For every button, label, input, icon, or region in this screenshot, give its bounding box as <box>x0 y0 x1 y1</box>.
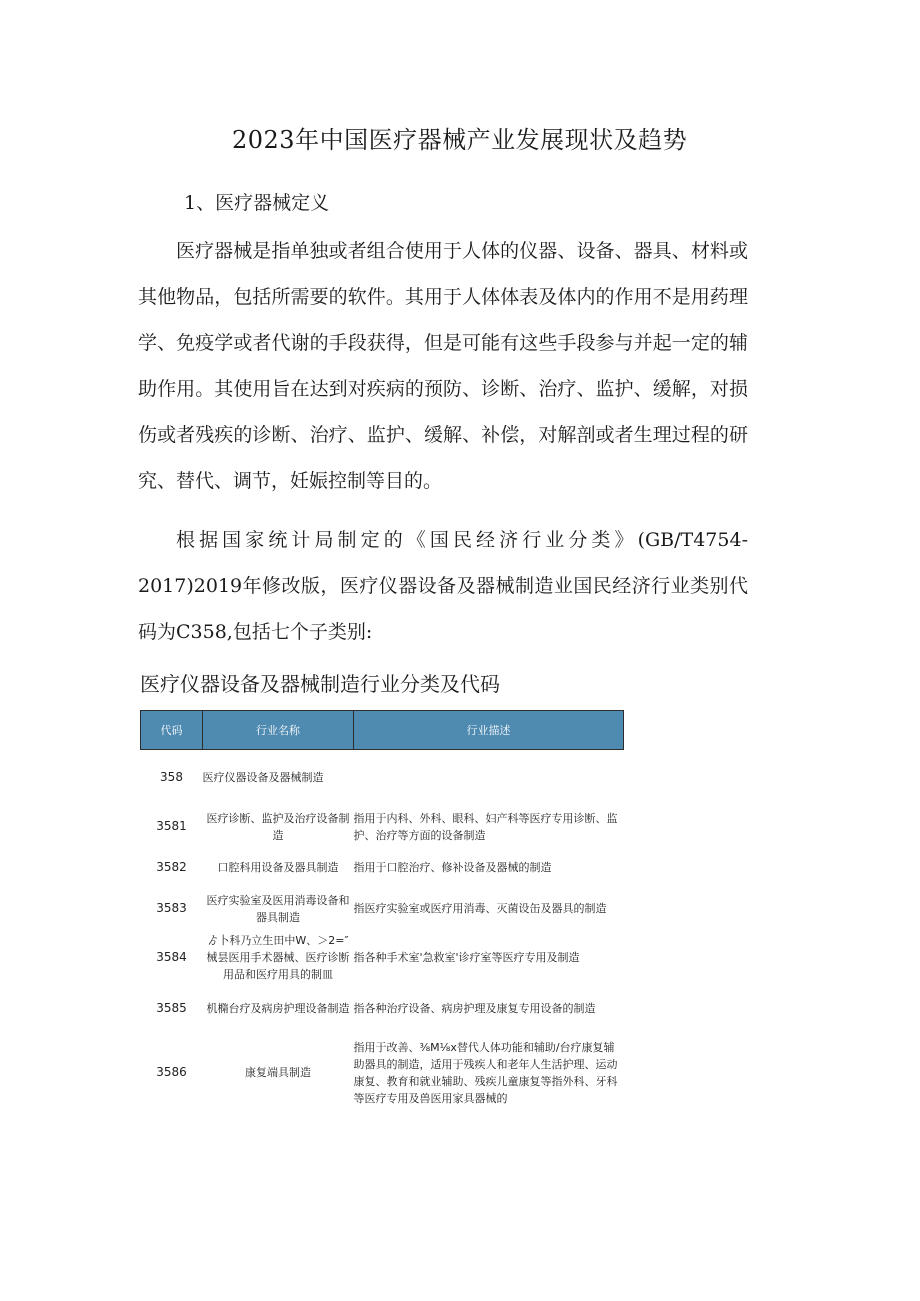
header-description: 行业描述 <box>354 711 624 750</box>
row-name: 医疗仪器设备及器械制造 <box>202 771 324 785</box>
table-row <box>141 848 624 888</box>
section-heading: 1、医疗器械定义 <box>184 192 330 214</box>
row-description: 指各种手术室'急救室'诊疗室等医疗专用及制造 <box>353 950 580 964</box>
row-code: 3583 <box>156 901 187 915</box>
row-description: 指各种治疗设备、病房护理及康复专用设备的制造 <box>353 1002 596 1015</box>
row-description: 指用于内科、外科、眼科、妇产科等医疗专用诊断、监护、治疗等方面的设备制造 <box>353 811 618 842</box>
table-row <box>141 750 624 806</box>
table-row <box>141 888 624 930</box>
header-name: 行业名称 <box>203 711 354 750</box>
header-code: 代码 <box>141 711 203 750</box>
table-row <box>141 806 624 848</box>
row-code: 3581 <box>156 819 187 833</box>
row-description: 指用于改善、⅜M⅛x替代人体功能和辅助/台疗康复辅助器具的制造，适用于残疾人和老年人生活护理、运动康复、教育和就业辅助、残疾儿童康复等指外科、牙科等医疗专用及兽医用家具器械的 <box>353 1040 618 1105</box>
row-name: 康复端具制造 <box>245 1066 311 1079</box>
row-description: 指用于口腔治疗、修补设备及器械的制造 <box>353 861 552 874</box>
row-name: 口腔科用设备及器具制造 <box>217 861 339 874</box>
row-name: 医疗诊断、监护及治疗设备制造 <box>206 811 350 842</box>
definition-paragraph: 医疗器械是指单独或者组合使用于人体的仪器、设备、器具、材料或其他物品，包括所需要的软件。其用于人体体表及体内的作用不是用药理学、免疫学或者代谢的手段获得，但是可能有这些手段参与并起一定的辅助作用。其使用旨在达到对疾病的预防、诊断、治疗、监护、缓解，对损伤或者残疾的诊断、治疗、监护、缓解、补偿，对解剖或者生理过程的研究、替代、调节，妊娠控制等目的。 <box>138 240 748 492</box>
row-code: 3582 <box>156 860 187 874</box>
row-code: 358 <box>160 770 183 785</box>
row-code: 3586 <box>156 1065 187 1079</box>
table-row <box>141 985 624 1033</box>
industry-classification-table <box>140 710 624 1113</box>
row-name: 机橢台疗及病房护理设备制造 <box>206 1002 350 1015</box>
row-name: ゟ卜科乃立生田中W、＞2=″械昙医用手术器械、医疗诊断用品和医疗用具的制皿 <box>206 933 350 981</box>
table-row <box>141 930 624 985</box>
table-caption: 医疗仪器设备及器械制造行业分类及代码 <box>140 672 500 696</box>
classification-paragraph: 根据国家统计局制定的《国民经济行业分类》(GB/T4754-2017)2019年修改版，医疗仪器设备及器械制造业国民经济行业类别代码为C358,包括七个子类别: <box>138 529 748 643</box>
row-name: 医疗实验室及医用消毒设备和器具制造 <box>206 893 350 924</box>
page-title: 2023年中国医疗器械产业发展现状及趋势 <box>232 126 688 154</box>
row-code: 3584 <box>156 949 187 964</box>
row-description: 指医疗实验室或医疗用消毒、灭菌设缶及器具的制造 <box>353 902 607 915</box>
table-header-row <box>141 711 624 750</box>
table-row <box>141 1033 624 1113</box>
row-code: 3585 <box>156 1001 187 1015</box>
